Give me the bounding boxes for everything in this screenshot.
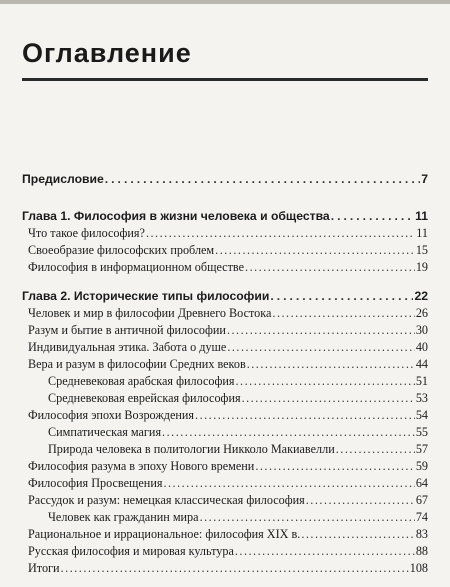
toc-entry[interactable]	[22, 441, 428, 458]
toc-entry-title: Своеобразие философских проблем	[28, 243, 215, 257]
toc-entry[interactable]	[22, 424, 428, 441]
toc-entry-title: Предисловие	[22, 172, 104, 186]
toc-entry-page: 55	[415, 425, 428, 439]
toc-entry-title: Человек как гражданин мира	[48, 510, 199, 524]
toc-entry-page: 83	[415, 527, 428, 541]
toc-entry[interactable]	[22, 305, 428, 322]
dot-leader	[162, 424, 415, 441]
toc-entry-page: 57	[415, 442, 428, 456]
toc-entry[interactable]	[22, 242, 428, 259]
page-title: Оглавление	[22, 38, 192, 68]
toc-entry-page: 44	[415, 357, 428, 371]
toc-entry-title: Рациональное и иррациональное: философия XIX в.	[28, 527, 301, 541]
dot-leader	[331, 208, 414, 225]
dot-leader	[146, 225, 415, 242]
dot-leader	[200, 509, 415, 526]
toc-entry-page: 88	[415, 544, 428, 558]
toc-entry[interactable]	[22, 322, 428, 339]
dot-leader	[301, 526, 414, 543]
dot-leader	[105, 171, 420, 188]
dot-leader	[227, 322, 415, 339]
dot-leader	[163, 475, 414, 492]
toc-entry-page: 19	[415, 260, 428, 274]
toc-entry-title: Что такое философия?	[28, 226, 145, 240]
dot-leader	[245, 259, 415, 276]
toc-entry-title: Философия разума в эпоху Нового времени	[28, 459, 255, 473]
dot-leader	[336, 441, 415, 458]
toc-entry-page: 108	[409, 561, 428, 575]
dot-leader	[242, 390, 415, 407]
toc-entry[interactable]	[22, 509, 428, 526]
toc-entry-page: 64	[415, 476, 428, 490]
toc-entry-page: 67	[415, 493, 428, 507]
dot-leader	[247, 356, 415, 373]
toc-entry-title: Разум и бытие в античной философии	[28, 323, 226, 337]
dot-leader	[270, 288, 413, 305]
toc-entry-title: Глава 2. Исторические типы философии	[22, 289, 270, 303]
toc-entry-title: Человек и мир в философии Древнего Востока	[28, 306, 272, 320]
toc-chapter-entry[interactable]	[22, 171, 428, 188]
dot-leader	[195, 407, 415, 424]
dot-leader	[215, 242, 415, 259]
toc-entry[interactable]	[22, 492, 428, 509]
top-edge	[0, 0, 450, 4]
spacer	[22, 276, 428, 288]
toc-chapter-entry[interactable]	[22, 208, 428, 225]
toc-entry-title: Рассудок и разум: немецкая классическая философия	[28, 493, 305, 507]
toc-entry[interactable]	[22, 407, 428, 424]
toc-entry-page: 30	[415, 323, 428, 337]
dot-leader	[272, 305, 414, 322]
toc-entry-title: Средневековая еврейская философия	[48, 391, 241, 405]
toc-entry[interactable]	[22, 339, 428, 356]
dot-leader	[236, 373, 415, 390]
toc-entry[interactable]	[22, 390, 428, 407]
toc-entry[interactable]	[22, 373, 428, 390]
toc-entry[interactable]	[22, 543, 428, 560]
toc-entry[interactable]	[22, 225, 428, 242]
toc-entry[interactable]	[22, 356, 428, 373]
toc-entry-page: 11	[416, 226, 428, 240]
toc-entry-title: Философия в информационном обществе	[28, 260, 245, 274]
table-of-contents	[22, 171, 428, 577]
toc-entry-page: 54	[415, 408, 428, 422]
toc-entry[interactable]	[22, 475, 428, 492]
toc-entry-page: 22	[414, 289, 428, 303]
toc-entry-title: Глава 1. Философия в жизни человека и общества	[22, 209, 330, 223]
dot-leader	[235, 543, 415, 560]
toc-entry[interactable]	[22, 560, 428, 577]
toc-entry-page: 74	[415, 510, 428, 524]
toc-entry-page: 40	[415, 340, 428, 354]
title-underline	[22, 78, 428, 81]
toc-entry-page: 11	[415, 209, 428, 223]
toc-entry[interactable]	[22, 259, 428, 276]
toc-entry-title: Итоги	[28, 561, 60, 575]
toc-entry-title: Природа человека в политологии Никколо Макиавелли	[48, 442, 335, 456]
toc-entry-title: Индивидуальная этика. Забота о душе	[28, 340, 227, 354]
toc-chapter-entry[interactable]	[22, 288, 428, 305]
toc-entry-title: Философия эпохи Возрождения	[28, 408, 195, 422]
spacer	[22, 188, 428, 208]
toc-entry-page: 53	[415, 391, 428, 405]
dot-leader	[61, 560, 409, 577]
toc-entry-title: Симпатическая магия	[48, 425, 162, 439]
toc-entry-page: 51	[415, 374, 428, 388]
toc-entry-title: Философия Просвещения	[28, 476, 163, 490]
toc-entry[interactable]	[22, 458, 428, 475]
dot-leader	[227, 339, 414, 356]
toc-entry-title: Средневековая арабская философия	[48, 374, 235, 388]
toc-entry-title: Вера и разум в философии Средних веков	[28, 357, 246, 371]
toc-entry-title: Русская философия и мировая культура	[28, 544, 234, 558]
dot-leader	[306, 492, 415, 509]
dot-leader	[255, 458, 414, 475]
toc-entry-page: 59	[415, 459, 428, 473]
toc-entry-page: 26	[415, 306, 428, 320]
toc-entry-page: 15	[415, 243, 428, 257]
toc-entry[interactable]	[22, 526, 428, 543]
toc-entry-page: 7	[421, 172, 428, 186]
